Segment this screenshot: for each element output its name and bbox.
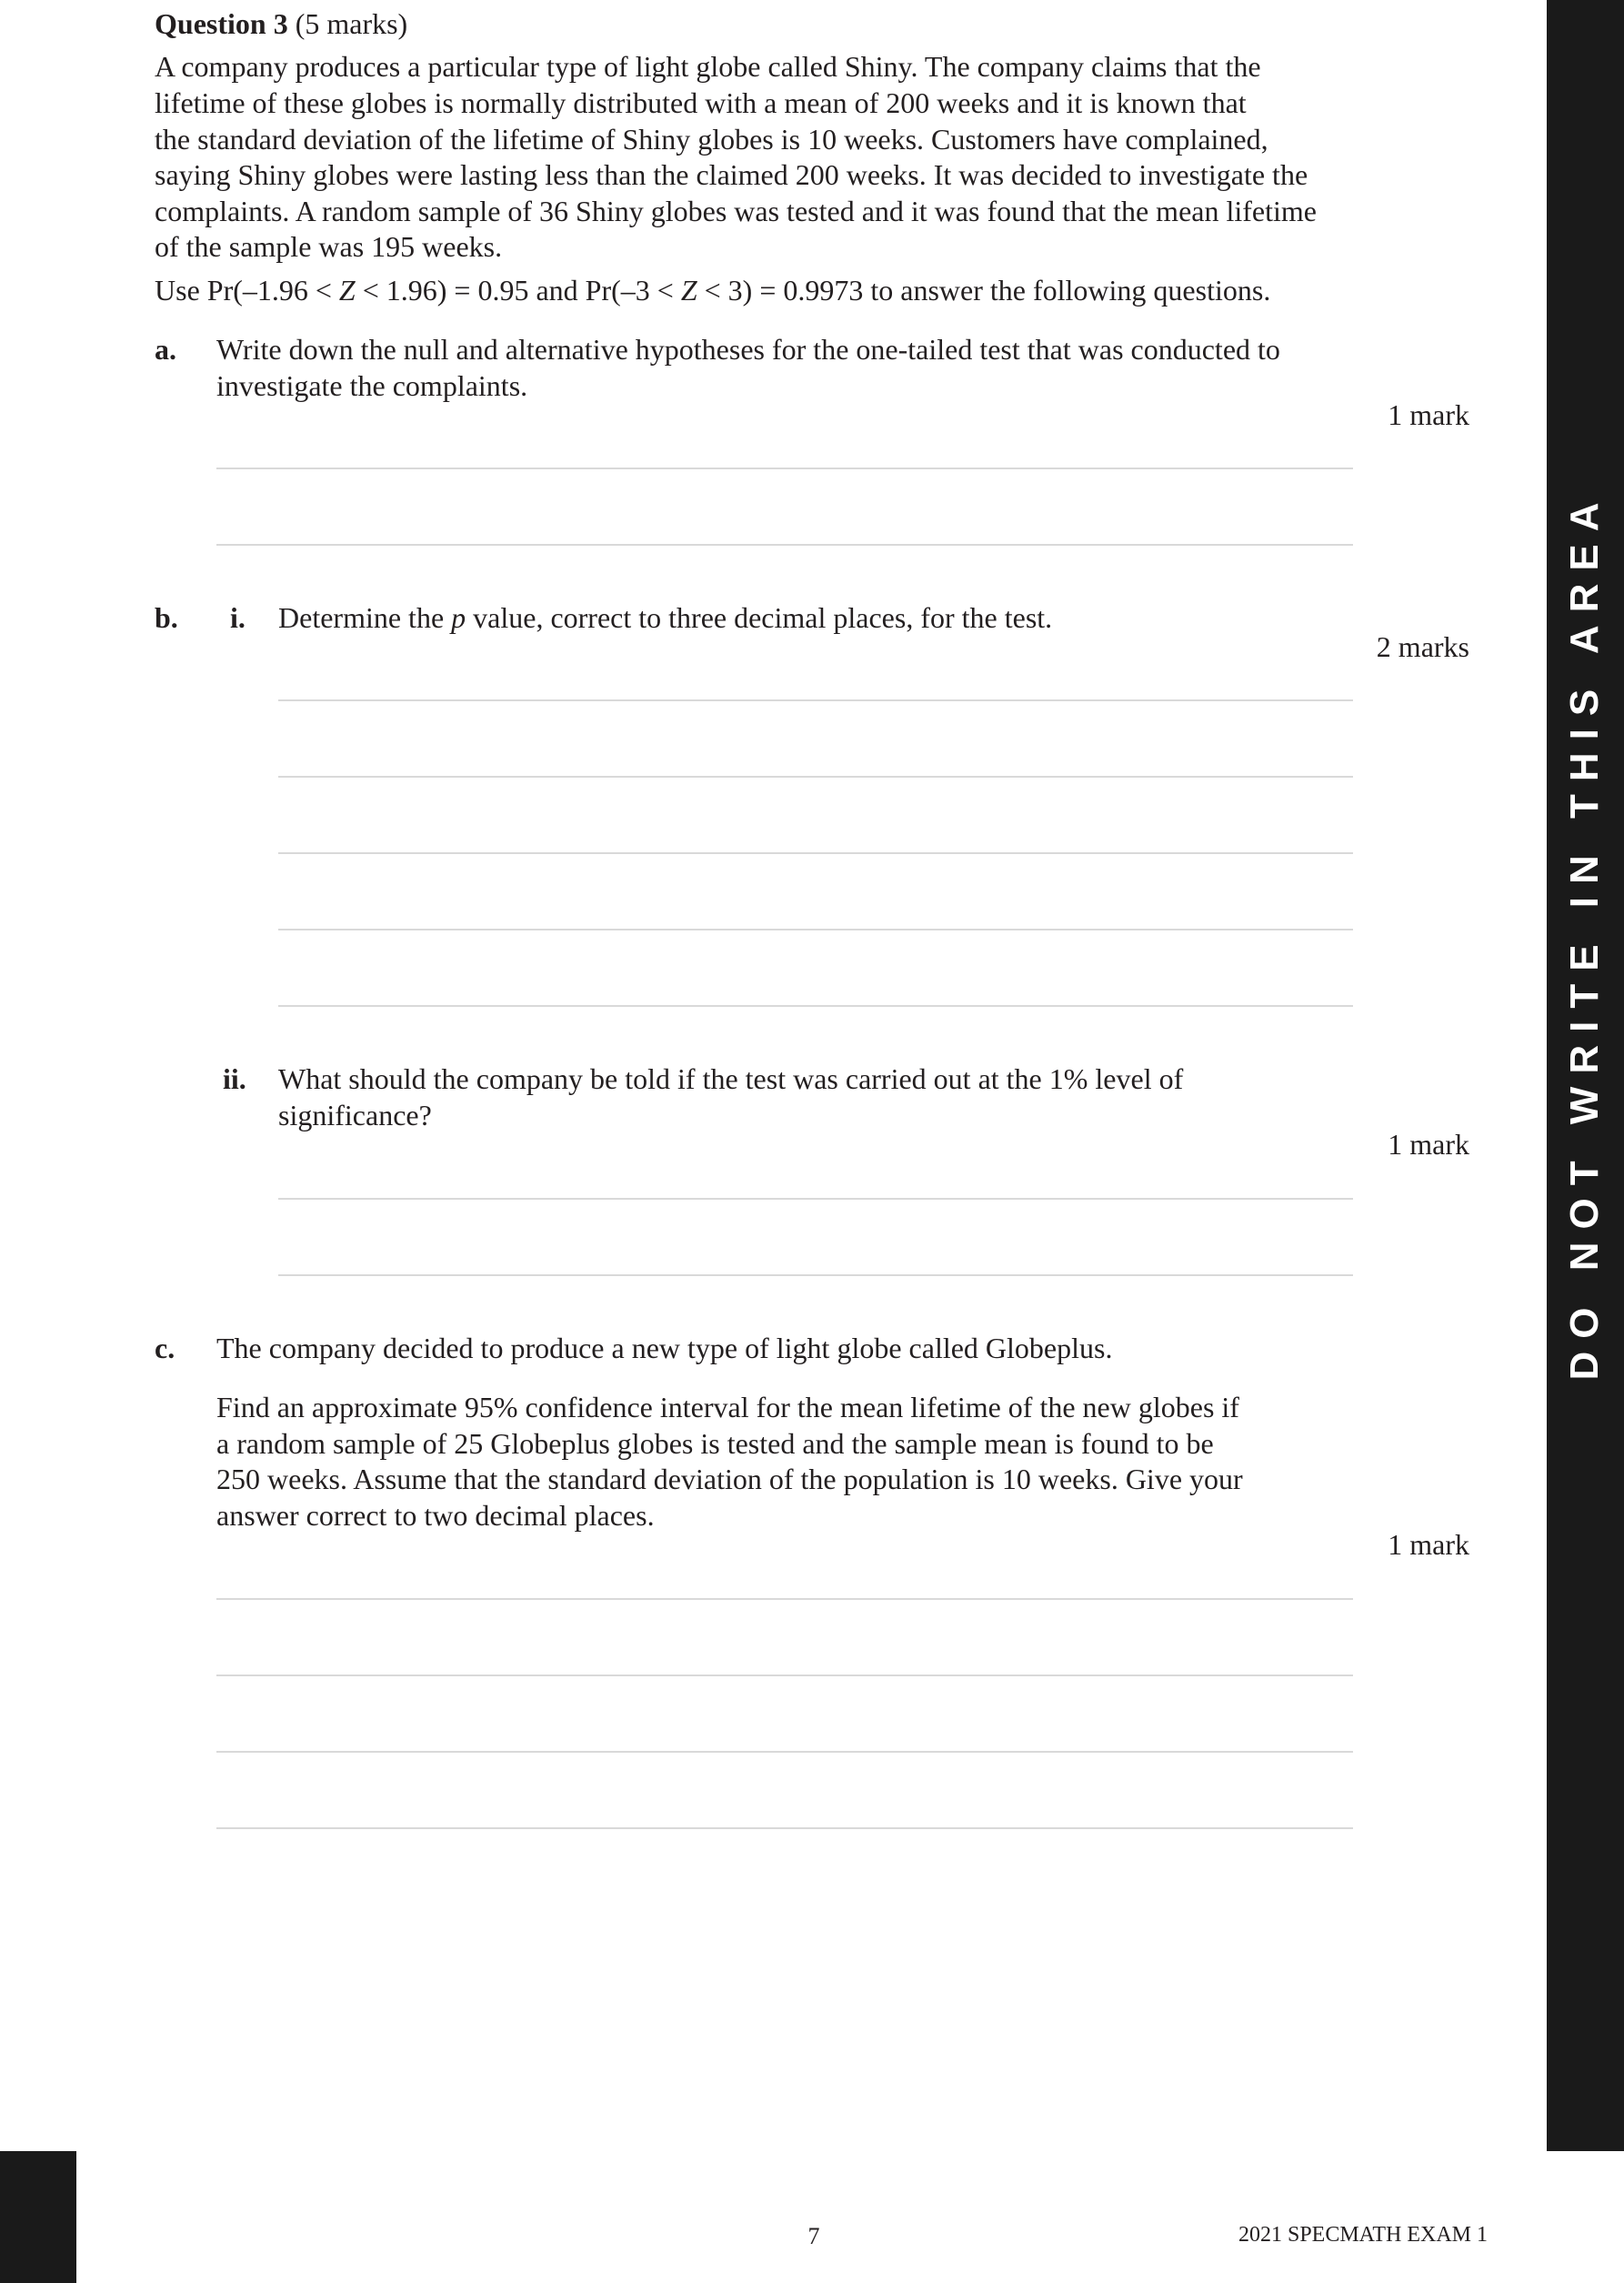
part-c-para-line-1: Find an approximate 95% confidence interval for the mean lifetime of the new globes if [216, 1391, 1239, 1423]
part-c-label: c. [155, 1332, 175, 1364]
answer-line [216, 544, 1353, 546]
answer-line [278, 929, 1353, 930]
intro-line-4: saying Shiny globes were lasting less than the claimed 200 weeks. It was decided to investigate the [155, 158, 1308, 191]
exam-footer: 2021 SPECMATH EXAM 1 [1238, 2223, 1488, 2247]
use-line-part-3: < 3) = 0.9973 to answer the following questions. [697, 274, 1271, 307]
part-a-mark: 1 mark [1388, 398, 1469, 431]
answer-line [278, 776, 1353, 778]
answer-line [278, 852, 1353, 854]
intro-line-1: A company produces a particular type of light globe called Shiny. The company claims that the [155, 50, 1261, 83]
part-b-i-mark: 2 marks [1376, 630, 1469, 663]
answer-line [278, 1198, 1353, 1200]
use-line-part-1: Use Pr(–1.96 < [155, 274, 339, 307]
question-title: Question 3 [155, 7, 288, 40]
part-b-label: b. [155, 601, 178, 634]
answer-line [216, 468, 1353, 469]
part-a-line-2: investigate the complaints. [216, 369, 528, 402]
page-number: 7 [807, 2223, 820, 2249]
use-probabilities-line [155, 272, 1270, 308]
part-b-i-label: i. [230, 601, 246, 634]
intro-line-2: lifetime of these globes is normally distributed with a mean of 200 weeks and it is known that [155, 86, 1247, 119]
part-b-ii-mark: 1 mark [1388, 1128, 1469, 1161]
part-b-ii-line-2: significance? [278, 1099, 432, 1131]
part-b-i-text [278, 599, 1052, 636]
part-c-mark: 1 mark [1388, 1528, 1469, 1561]
answer-line [278, 699, 1353, 701]
part-c-para-line-4: answer correct to two decimal places. [216, 1499, 655, 1532]
answer-line [216, 1598, 1353, 1600]
answer-line [216, 1751, 1353, 1753]
part-a-label: a. [155, 333, 176, 366]
part-b-ii-line-1: What should the company be told if the test was carried out at the 1% level of [278, 1062, 1184, 1095]
answer-line [216, 1827, 1353, 1829]
part-b-ii-label: ii. [223, 1062, 246, 1095]
z-variable: Z [680, 274, 697, 307]
part-a-line-1: Write down the null and alternative hypotheses for the one-tailed test that was conducted to [216, 333, 1280, 366]
part-c-line-1: The company decided to produce a new type of light globe called Globeplus. [216, 1332, 1113, 1364]
part-c-para-line-3: 250 weeks. Assume that the standard deviation of the population is 10 weeks. Give your [216, 1463, 1243, 1495]
p-variable: p [451, 601, 466, 634]
footer-corner-bar [0, 2151, 76, 2283]
answer-line [278, 1005, 1353, 1007]
do-not-write-text: DO NOT WRITE IN THIS AREA [1562, 489, 1607, 1381]
part-b-i-text-part-2: value, correct to three decimal places, for the test. [466, 601, 1053, 634]
question-heading [155, 5, 407, 42]
part-b-i-text-part-1: Determine the [278, 601, 452, 634]
question-marks: (5 marks) [295, 7, 408, 40]
intro-line-6: of the sample was 195 weeks. [155, 230, 503, 263]
answer-line [278, 1274, 1353, 1276]
answer-line [216, 1675, 1353, 1676]
part-c-para-line-2: a random sample of 25 Globeplus globes is tested and the sample mean is found to be [216, 1427, 1214, 1460]
z-variable: Z [338, 274, 356, 307]
use-line-part-2: < 1.96) = 0.95 and Pr(–3 < [355, 274, 681, 307]
intro-line-5: complaints. A random sample of 36 Shiny globes was tested and it was found that the mean lifetime [155, 195, 1317, 227]
intro-line-3: the standard deviation of the lifetime of Shiny globes is 10 weeks. Customers have complained, [155, 123, 1268, 156]
